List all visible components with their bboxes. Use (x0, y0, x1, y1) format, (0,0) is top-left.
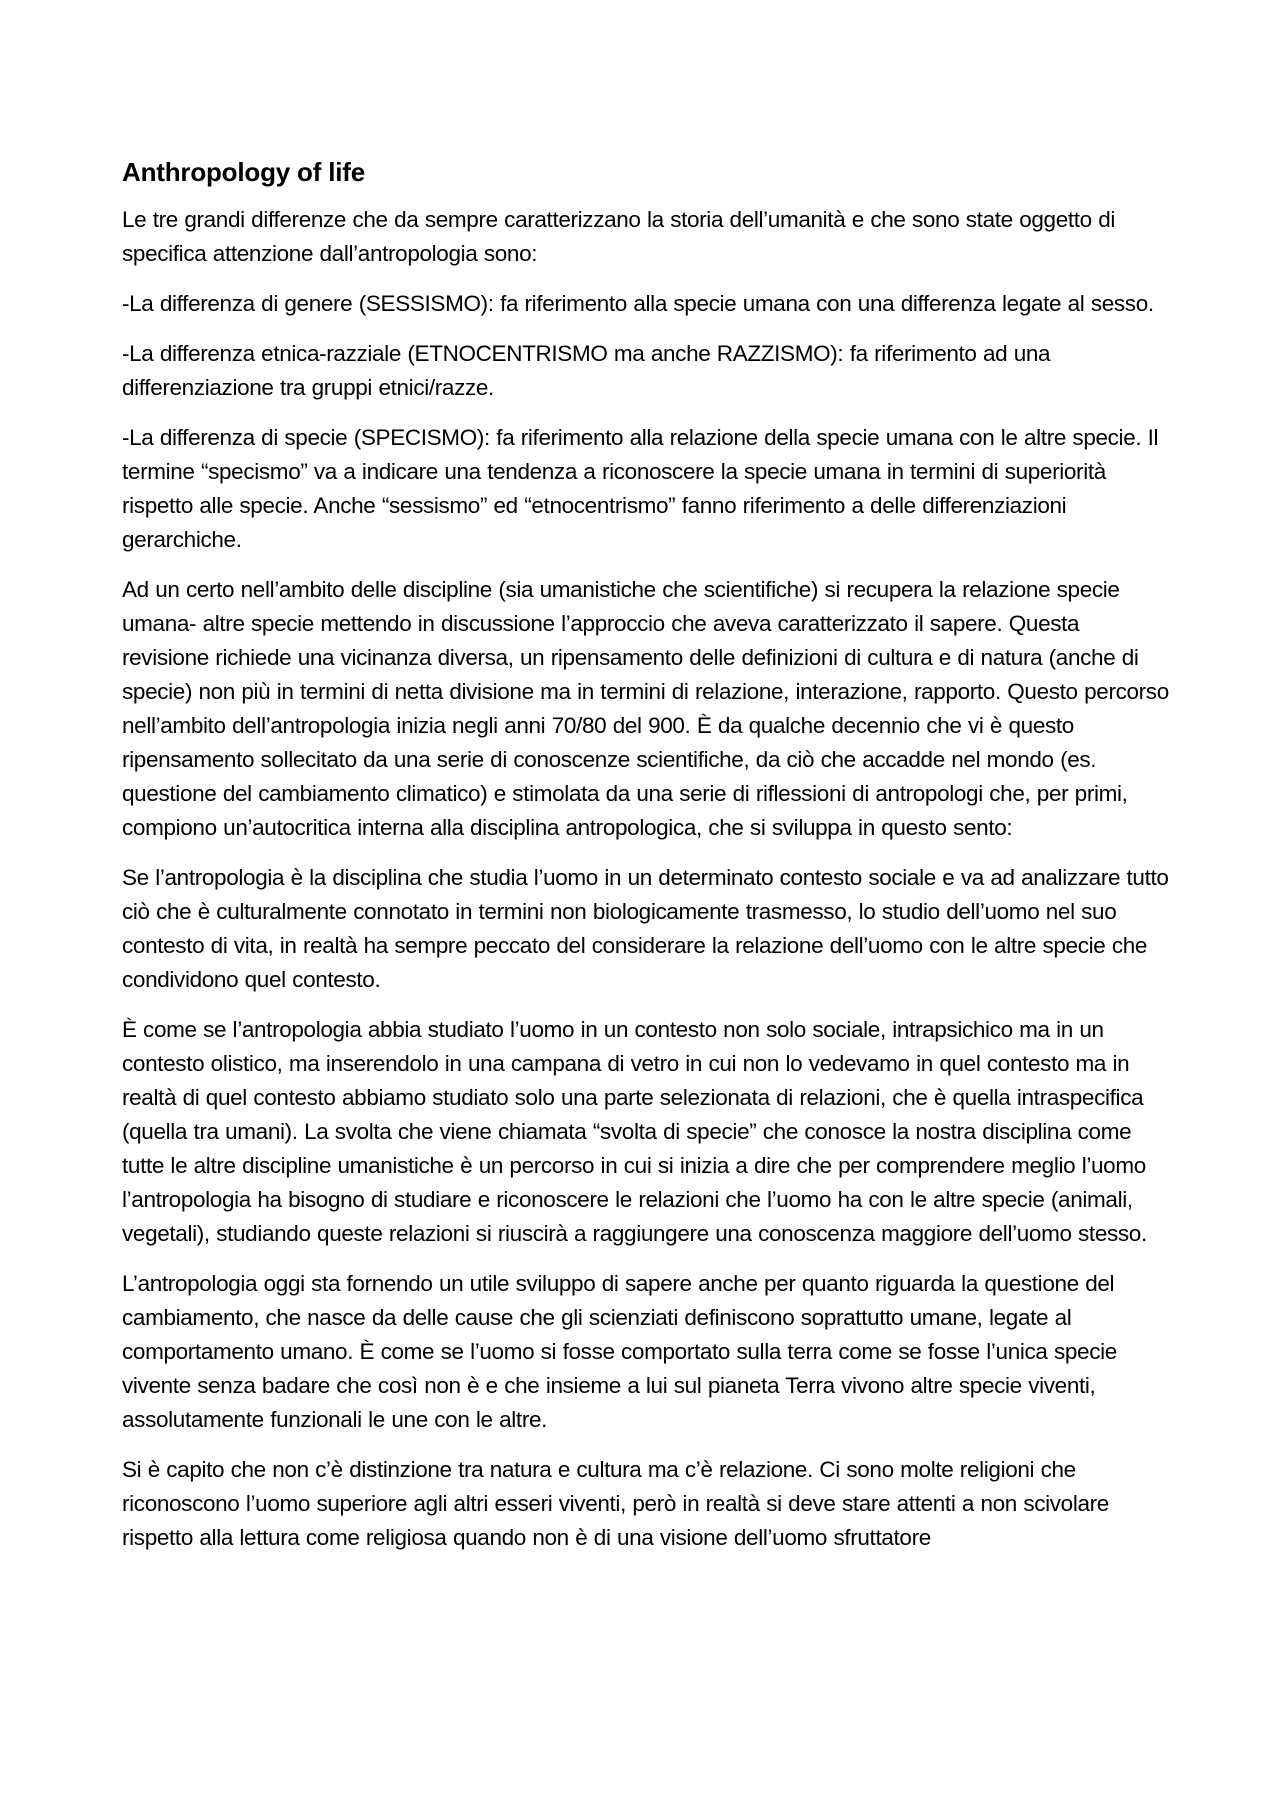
document-title: Anthropology of life (122, 157, 365, 187)
paragraph-climate-change: L’antropologia oggi sta fornendo un utile sviluppo di sapere anche per quanto riguarda la questione del cambiamento, che nasce da delle cause che gli scienziati definiscono soprattutto umane, legate al comportamento umano. È come se l’uomo si fosse comportato sulla terra come se fosse l’unica specie vivente senza badare che così non è e che insieme a lui sul pianeta Terra vivono altre specie viventi, assolutamente funzionali le une con le altre. (122, 1271, 1117, 1432)
paragraph-species-turn: È come se l’antropologia abbia studiato l’uomo in un contesto non solo sociale, intrapsichico ma in un contesto olistico, ma inserendolo in una campana di vetro in cui non lo vedevamo in quel contesto ma in realtà di quel contesto abbiamo studiato solo una parte selezionata di relazioni, che è quella intraspecifica (quella tra umani). La svolta che viene chiamata “svolta di specie” che conosce la nostra disciplina come tutte le altre discipline umanistiche è un percorso in cui si inizia a dire che per comprendere meglio l’uomo l’antropologia ha bisogno di studiare e riconoscere le relazioni che l’uomo ha con le altre specie (animali, vegetali), studiando queste relazioni si riuscirà a raggiungere una conoscenza maggiore dell’uomo stesso. (122, 1017, 1147, 1246)
paragraph-anthropology-definition: Se l’antropologia è la disciplina che studia l’uomo in un determinato contesto sociale e va ad analizzare tutto ciò che è culturalmente connotato in termini non biologicamente trasmesso, lo studio dell’uomo nel suo contesto di vita, in realtà ha sempre peccato del considerare la relazione dell’uomo con le altre specie che condividono quel contesto. (122, 865, 1169, 992)
paragraph-intro: Le tre grandi differenze che da sempre caratterizzano la storia dell’umanità e che sono state oggetto di specifica attenzione dall’antropologia sono: (122, 207, 1116, 266)
paragraph-gender-difference: -La differenza di genere (SESSISMO): fa riferimento alla specie umana con una differenza legate al sesso. (122, 291, 1154, 316)
paragraph-disciplines: Ad un certo nell’ambito delle discipline (sia umanistiche che scientifiche) si recupera la relazione specie umana- altre specie mettendo in discussione l’approccio che aveva caratterizzato il sapere. Questa revisione richiede una vicinanza diversa, un ripensamento delle definizioni di cultura e di natura (anche di specie) non più in termini di netta divisione ma in termini di relazione, interazione, rapporto. Questo percorso nell’ambito dell’antropologia inizia negli anni 70/80 del 900. È da qualche decennio che vi è questo ripensamento sollecitato da una serie di conoscenze scientifiche, da ciò che accadde nel mondo (es. questione del cambiamento climatico) e stimolata da una serie di riflessioni di antropologi che, per primi, compiono un’autocritica interna alla disciplina antropologica, che si sviluppa in questo sento: (122, 577, 1169, 840)
paragraph-species-difference: -La differenza di specie (SPECISMO): fa riferimento alla relazione della specie umana con le altre specie. Il termine “specismo” va a indicare una tendenza a riconoscere la specie umana in termini di superiorità rispetto alle specie. Anche “sessismo” ed “etnocentrismo” fanno riferimento a delle differenziazioni gerarchiche. (122, 425, 1159, 552)
document-body (122, 155, 1172, 1571)
paragraph-ethnic-difference: -La differenza etnica-razziale (ETNOCENTRISMO ma anche RAZZISMO): fa riferimento ad una differenziazione tra gruppi etnici/razze. (122, 341, 1051, 400)
paragraph-nature-culture: Si è capito che non c’è distinzione tra natura e cultura ma c’è relazione. Ci sono molte religioni che riconoscono l’uomo superiore agli altri esseri viventi, però in realtà si deve stare attenti a non scivolare rispetto alla lettura come religiosa quando non è di una visione dell’uomo sfruttatore (122, 1457, 1109, 1550)
